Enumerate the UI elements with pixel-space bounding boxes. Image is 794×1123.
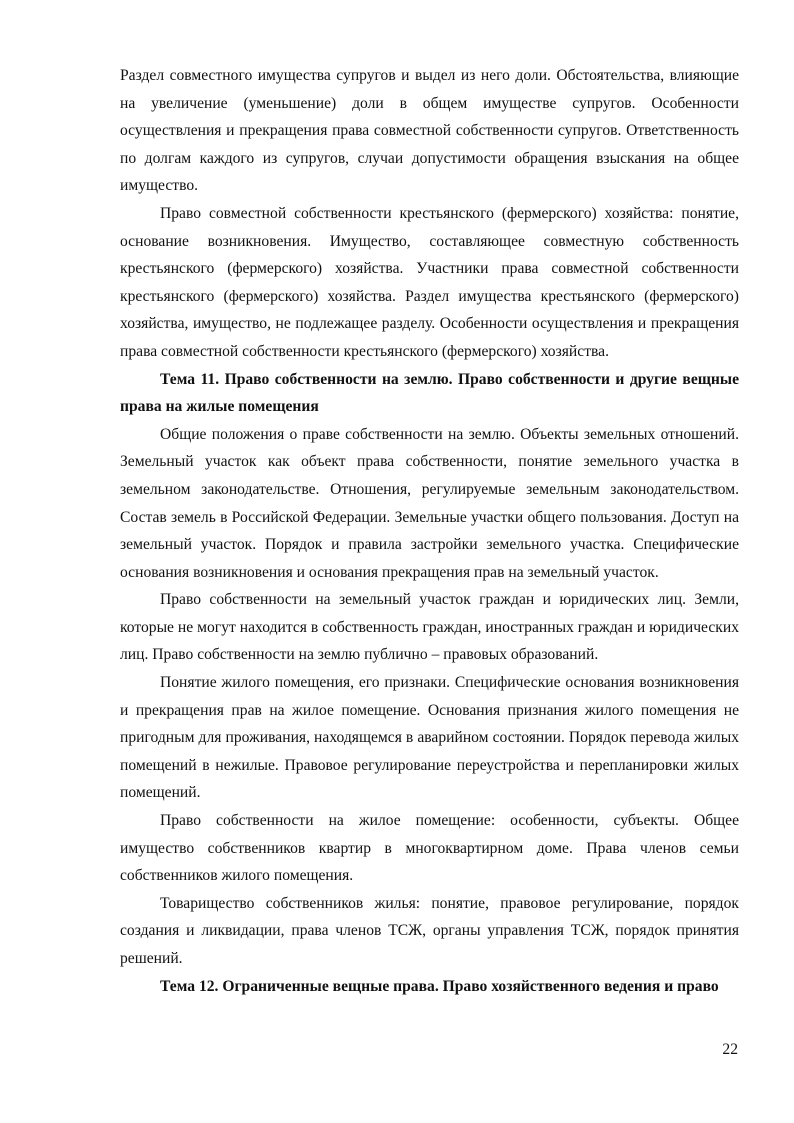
heading-topic-12: Тема 12. Ограниченные вещные права. Право хозяйственного ведения и право: [160, 977, 719, 995]
paragraph-farm-joint-ownership: Право совместной собственности крестьянского (фермерского) хозяйства: понятие, основание возникновения. Имущество, составляющее совместную собственность крестьянского (фермерского) хозяйства. Участники права совместной собственности крестьянского (фермерского) хозяйства. Раздел имущества крестьянского (фермерского) хозяйства, имущество, не подлежащее разделу. Особенности осуществления и прекращения права совместной собственности крестьянского (фермерского) хозяйства.: [120, 204, 739, 360]
heading-topic-11: Тема 11. Право собственности на землю. Право собственности и другие вещные права на жилые помещения: [120, 370, 739, 416]
paragraph-residential-ownership: Право собственности на жилое помещение: особенности, субъекты. Общее имущество собственников квартир в многоквартирном доме. Права членов семьи собственников жилого помещения.: [120, 812, 739, 885]
document-page: [120, 62, 739, 1000]
paragraph-land-ownership-general: Общие положения о праве собственности на землю. Объекты земельных отношений. Земельный участок как объект права собственности, понятие земельного участка в земельном законодательстве. Отношения, регулируемые земельным законодательством. Состав земель в Российской Федерации. Земельные участки общего пользования. Доступ на земельный участок. Порядок и правила застройки земельного участка. Специфические основания возникновения и основания прекращения прав на земельный участок.: [120, 425, 739, 581]
page-number: 22: [722, 1041, 738, 1058]
paragraph-hoa: Товарищество собственников жилья: понятие, правовое регулирование, порядок создания и ликвидации, права членов ТСЖ, органы управления ТСЖ, порядок принятия решений.: [120, 894, 739, 967]
paragraph-spousal-property: Раздел совместного имущества супругов и выдел из него доли. Обстоятельства, влияющие на увеличение (уменьшение) доли в общем имуществе супругов. Особенности осуществления и прекращения права совместной собственности супругов. Ответственность по долгам каждого из супругов, случаи допустимости обращения взыскания на общее имущество.: [120, 67, 739, 195]
paragraph-residential-premises: Понятие жилого помещения, его признаки. Специфические основания возникновения и прекращения прав на жилое помещение. Основания признания жилого помещения не пригодным для проживания, находящемся в аварийном состоянии. Порядок перевода жилых помещений в нежилые. Правовое регулирование переустройства и перепланировки жилых помещений.: [120, 674, 739, 802]
paragraph-land-ownership-citizens: Право собственности на земельный участок граждан и юридических лиц. Земли, которые не могут находится в собственность граждан, иностранных граждан и юридических лиц. Право собственности на землю публично – правовых образований.: [120, 591, 739, 664]
